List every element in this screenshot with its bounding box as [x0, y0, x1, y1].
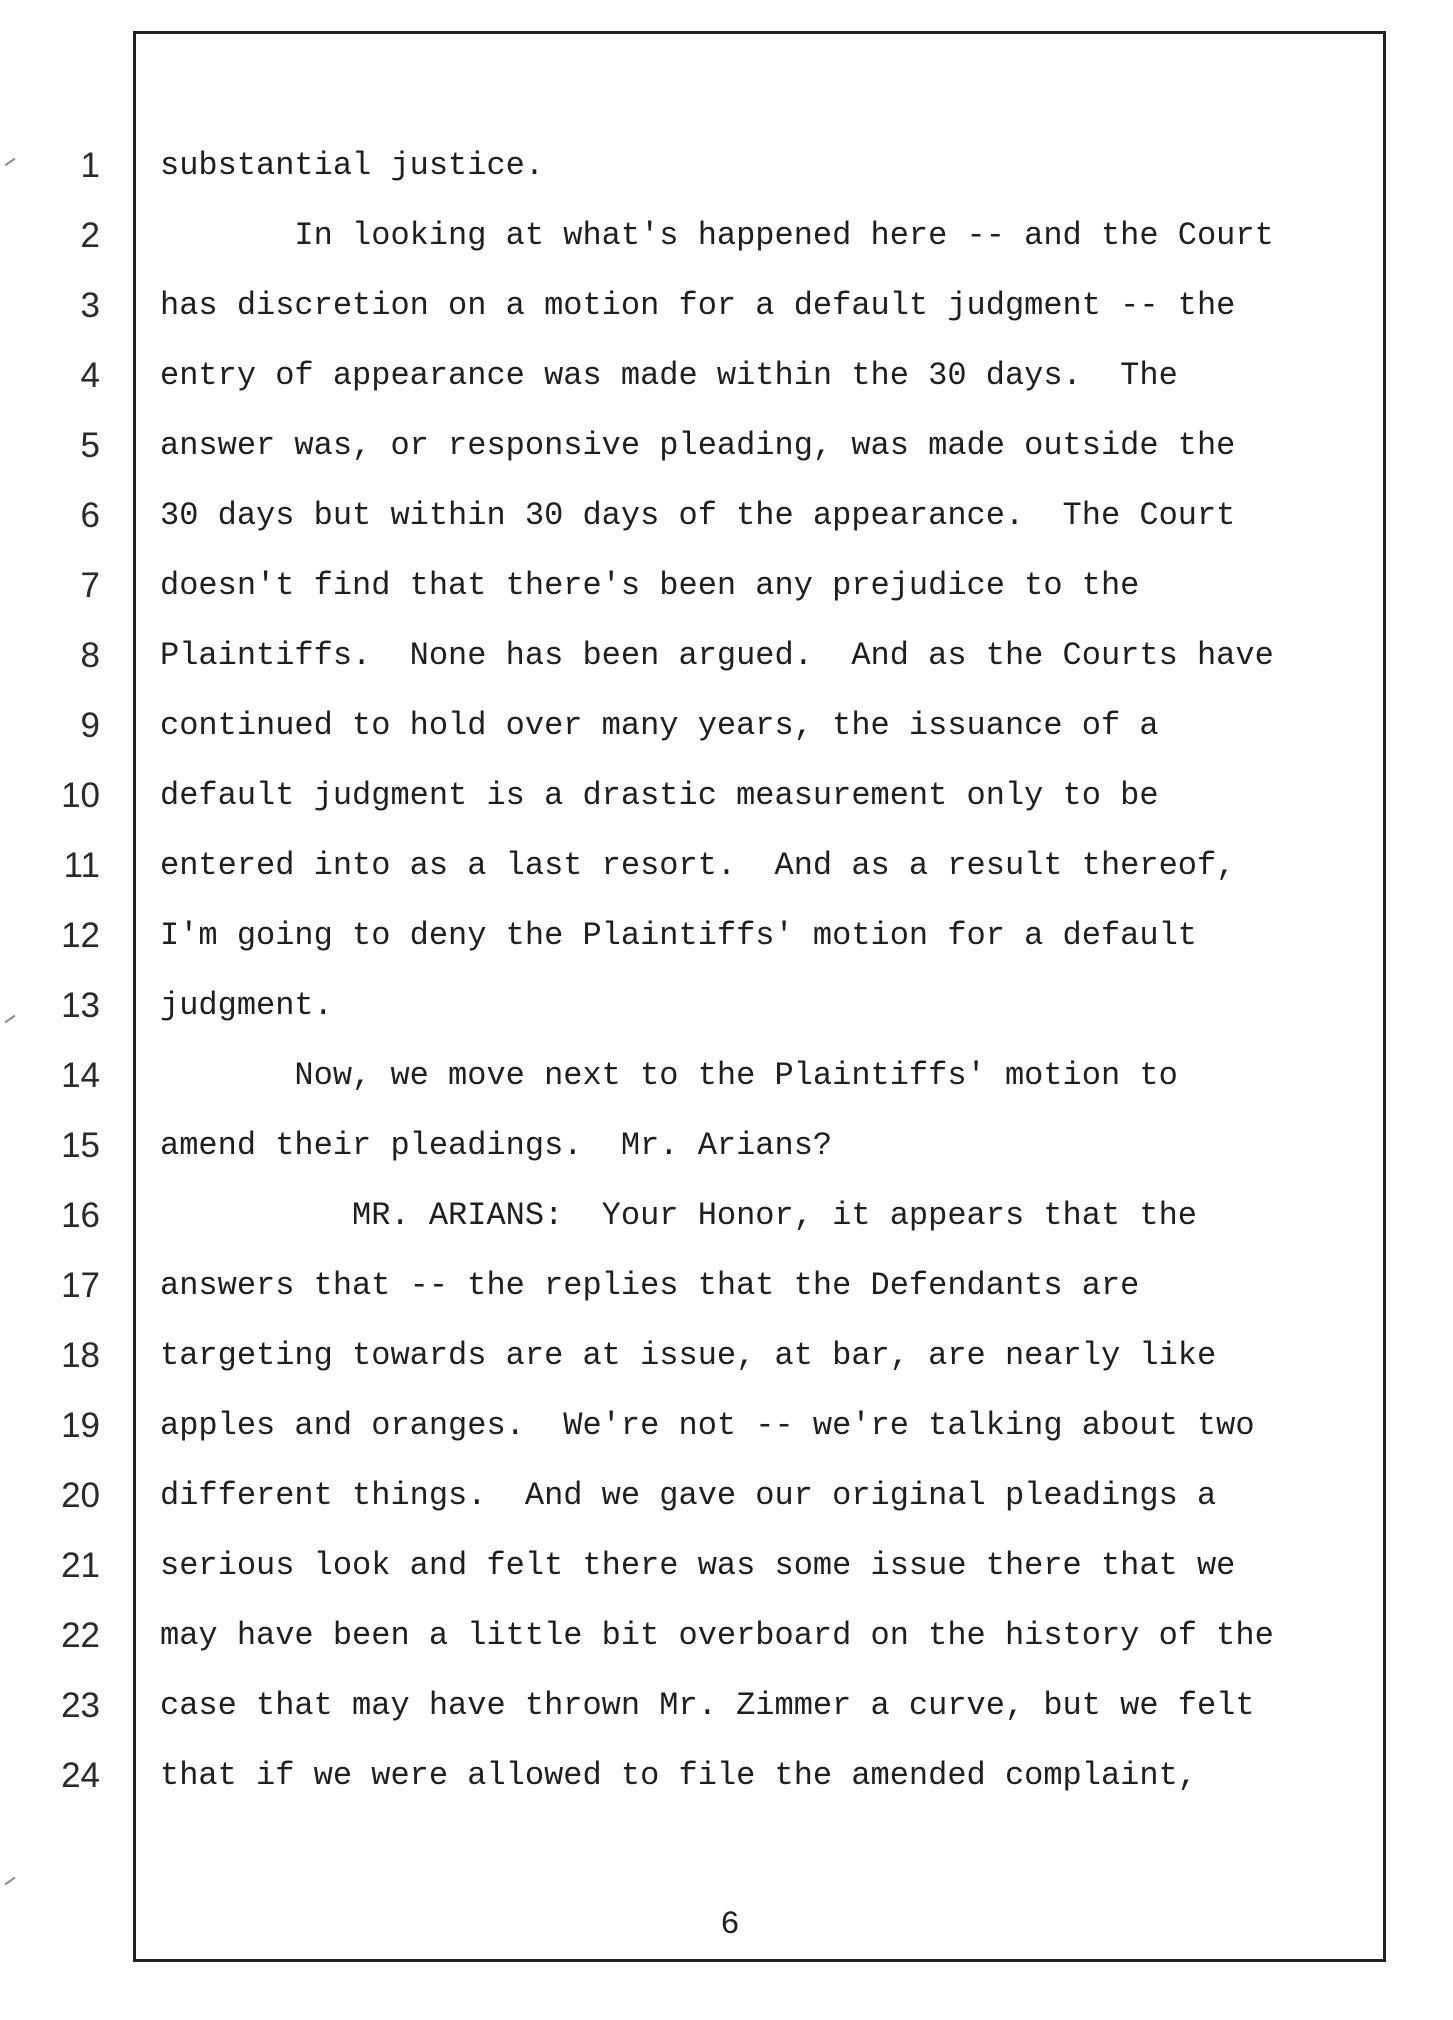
transcript-line: judgment.: [160, 987, 333, 1024]
line-number: 17: [61, 1266, 100, 1305]
transcript-line: has discretion on a motion for a default judgment -- the: [160, 287, 1236, 324]
transcript-line: answer was, or responsive pleading, was made outside the: [160, 427, 1236, 464]
line-number: 19: [61, 1406, 100, 1445]
line-number: 6: [80, 496, 100, 535]
line-number: 12: [61, 916, 100, 955]
transcript-line: continued to hold over many years, the issuance of a: [160, 707, 1159, 744]
transcript-line: answers that -- the replies that the Defendants are: [160, 1267, 1140, 1304]
line-number: 8: [80, 636, 100, 675]
line-number: 24: [61, 1756, 100, 1795]
transcript-line: apples and oranges. We're not -- we're talking about two: [160, 1407, 1255, 1444]
line-number: 21: [61, 1546, 100, 1585]
line-number: 23: [61, 1686, 100, 1725]
line-number: 14: [61, 1056, 100, 1095]
line-number: 2: [80, 216, 100, 255]
transcript-line: In looking at what's happened here -- and the Court: [160, 217, 1274, 254]
line-number: 16: [61, 1196, 100, 1235]
transcript-line: Plaintiffs. None has been argued. And as the Courts have: [160, 637, 1274, 674]
line-number: 1: [80, 146, 100, 185]
line-number-column: [0, 0, 133, 2020]
transcript-line: default judgment is a drastic measurement only to be: [160, 777, 1159, 814]
line-number: 3: [80, 286, 100, 325]
line-number: 5: [80, 426, 100, 465]
transcript-line: doesn't find that there's been any prejudice to the: [160, 567, 1140, 604]
transcript-line: Now, we move next to the Plaintiffs' motion to: [160, 1057, 1178, 1094]
line-number: 9: [80, 706, 100, 745]
transcript-line: different things. And we gave our original pleadings a: [160, 1477, 1217, 1514]
line-number: 15: [61, 1126, 100, 1165]
transcript-line: that if we were allowed to file the amended complaint,: [160, 1757, 1197, 1794]
line-number: 4: [80, 356, 100, 395]
transcript-line: entered into as a last resort. And as a result thereof,: [160, 847, 1236, 884]
transcript-line: targeting towards are at issue, at bar, are nearly like: [160, 1337, 1217, 1374]
line-number: 13: [61, 986, 100, 1025]
line-number: 22: [61, 1616, 100, 1655]
line-number: 18: [61, 1336, 100, 1375]
transcript-line: may have been a little bit overboard on the history of the: [160, 1617, 1274, 1654]
transcript-line: case that may have thrown Mr. Zimmer a curve, but we felt: [160, 1687, 1255, 1724]
line-number: 11: [63, 846, 100, 885]
line-number: 20: [61, 1476, 100, 1515]
transcript-line: substantial justice.: [160, 147, 545, 184]
transcript-body: [160, 0, 1370, 2020]
line-number: 7: [80, 566, 100, 605]
transcript-line: 30 days but within 30 days of the appearance. The Court: [160, 497, 1236, 534]
line-number: 10: [61, 776, 100, 815]
transcript-line: I'm going to deny the Plaintiffs' motion for a default: [160, 917, 1197, 954]
transcript-line: entry of appearance was made within the 30 days. The: [160, 357, 1178, 394]
transcript-line: amend their pleadings. Mr. Arians?: [160, 1127, 833, 1164]
transcript-line: MR. ARIANS: Your Honor, it appears that the: [160, 1197, 1197, 1234]
transcript-line: serious look and felt there was some issue there that we: [160, 1547, 1236, 1584]
page-number: 6: [720, 1906, 740, 1943]
